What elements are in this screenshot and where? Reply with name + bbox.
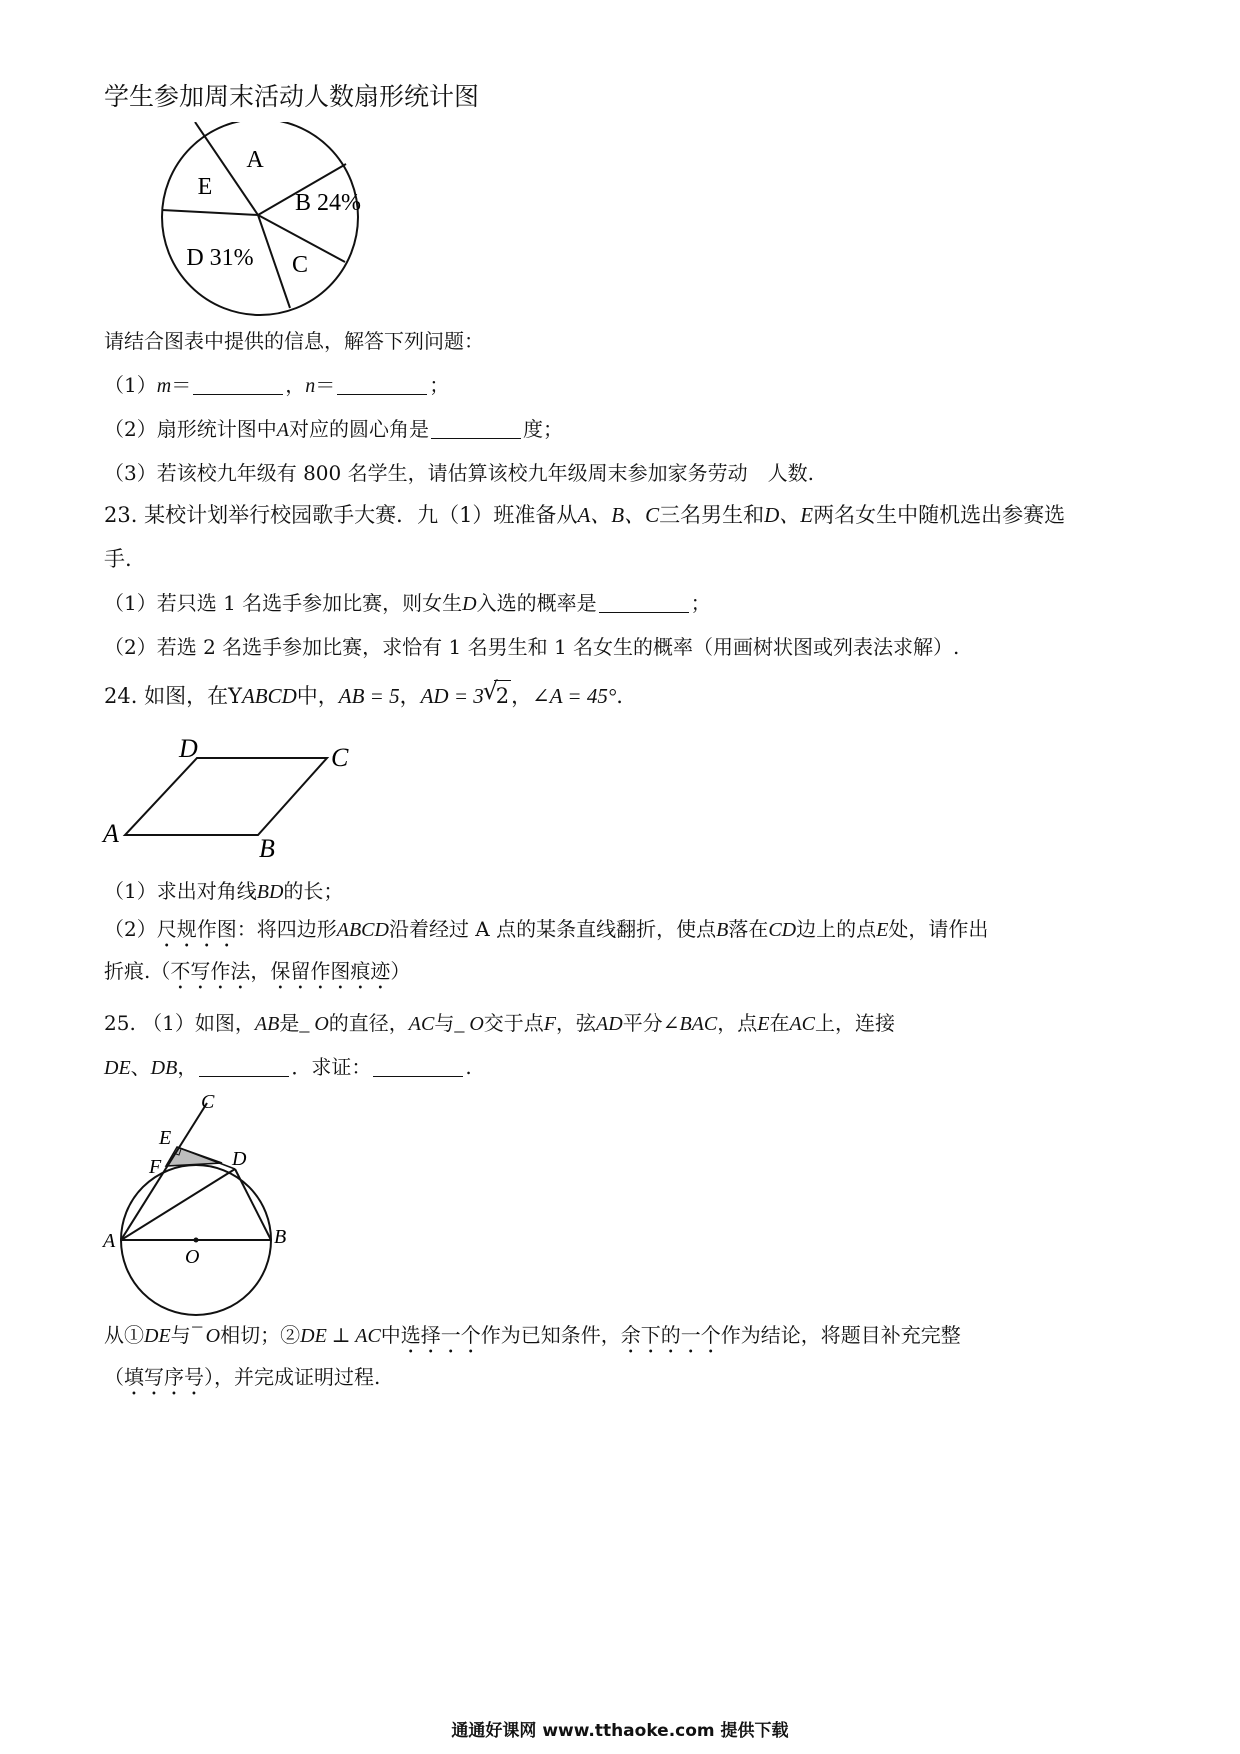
q22-part2: （2）扇形统计图中A对应的圆心角是 度； bbox=[104, 417, 563, 441]
pie-label-A: A bbox=[246, 147, 264, 173]
pie-label-C: C bbox=[291, 252, 309, 278]
q22-part3: （3）若该校九年级有 800 名学生，请估算该校九年级周末参加家务劳动 人数. bbox=[104, 461, 814, 485]
q23-stem-line1: 23. 某校计划举行校园歌手大赛．九（1）班准备从A、B、C三名男生和D、E两名女生中随机选出参赛选 bbox=[104, 503, 1066, 527]
pie-chart bbox=[150, 122, 370, 322]
q24-part2-line2: 折痕.（不写作法，保留作图痕迹） bbox=[104, 959, 411, 983]
q24-part2-line1: （2）尺规作图：将四边形ABCD沿着经过 A 点的某条直线翻折，使点B落在CD边上的点E处，请作出 bbox=[104, 917, 989, 941]
page-footer: 通通好课网 www.tthaoke.com 提供下载 bbox=[451, 1721, 789, 1741]
point-label-B: B bbox=[274, 1226, 287, 1248]
pie-boundary-line bbox=[162, 210, 258, 215]
pie-label-B: B 24% bbox=[295, 190, 361, 216]
point-label-E: E bbox=[159, 1127, 172, 1149]
point-label-O: O bbox=[185, 1246, 200, 1268]
circle-figure bbox=[98, 1085, 308, 1320]
q25-condition-line2: （填写序号），并完成证明过程. bbox=[104, 1365, 381, 1389]
q24-part1: （1）求出对角线BD的长； bbox=[104, 879, 344, 903]
answer-blank-probability bbox=[599, 592, 689, 613]
q23-stem-line2: 手. bbox=[104, 547, 132, 571]
pie-chart-title: 学生参加周末活动人数扇形统计图 bbox=[104, 82, 480, 111]
instruction-text: 请结合图表中提供的信息，解答下列问题： bbox=[104, 329, 484, 353]
answer-blank-conclusion bbox=[373, 1056, 463, 1077]
vertex-label-C: C bbox=[331, 743, 349, 772]
q25-stem-line2: DE、DB， ．求证： . bbox=[104, 1055, 472, 1079]
q23-part2: （2）若选 2 名选手参加比赛，求恰有 1 名男生和 1 名女生的概率（用画树状图或列表法求解）. bbox=[104, 635, 960, 659]
point-label-F: F bbox=[149, 1156, 162, 1178]
q23-part1: （1）若只选 1 名选手参加比赛，则女生D入选的概率是 ； bbox=[104, 591, 711, 615]
q25-condition-line1: 从①DE与¯ O相切；②DE ⊥ AC中选择一个作为已知条件，余下的一个作为结论，将题目补充完整 bbox=[104, 1323, 961, 1347]
answer-blank-n bbox=[337, 374, 427, 395]
q25-stem-line1: 25. （1）如图，AB是_ O的直径，AC与_ O交于点F，弦AD平分∠BAC，点E在AC上，连接 bbox=[104, 1011, 895, 1035]
point-label-C: C bbox=[201, 1091, 215, 1113]
answer-blank-condition bbox=[199, 1056, 289, 1077]
vertex-label-D: D bbox=[179, 734, 198, 763]
vertex-label-B: B bbox=[259, 834, 275, 860]
q22-part1: （1）m＝ ，n＝ ； bbox=[104, 373, 450, 397]
point-label-A: A bbox=[103, 1230, 116, 1252]
answer-blank-angle bbox=[431, 418, 521, 439]
vertex-label-A: A bbox=[103, 819, 119, 848]
pie-label-E: E bbox=[197, 174, 213, 200]
answer-blank-m bbox=[193, 374, 283, 395]
pie-label-D: D 31% bbox=[186, 245, 254, 271]
parallelogram-figure bbox=[95, 730, 375, 860]
point-label-D: D bbox=[232, 1148, 247, 1170]
q24-stem: 24. 如图，在YABCD中，AB = 5，AD = 3 √ 2，∠A = 45°. bbox=[104, 680, 623, 711]
